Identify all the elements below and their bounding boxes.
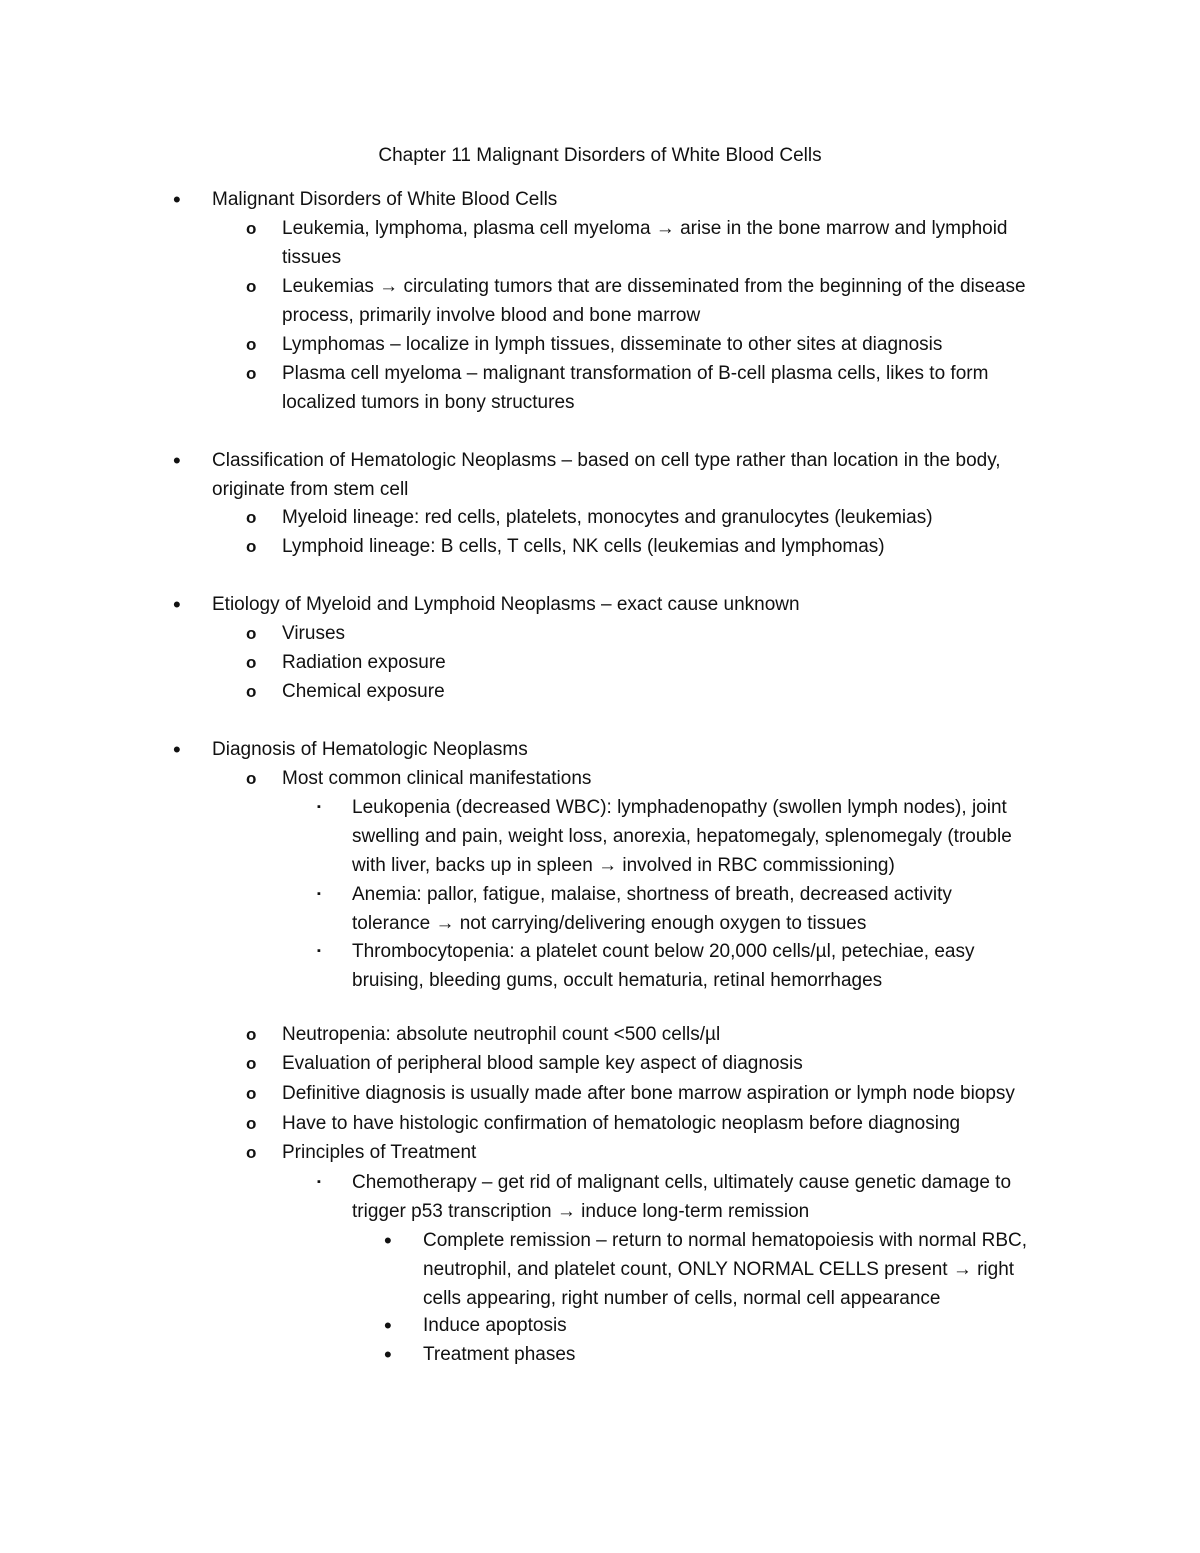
list-item-text: Leukemias → circulating tumors that are disseminated from the beginning of the disease	[282, 276, 1026, 297]
list-item-level-2	[246, 677, 1120, 706]
list-item-level-2	[246, 1049, 1120, 1078]
list-item-level-2	[246, 503, 1120, 532]
list-item-text: Neutropenia: absolute neutrophil count <500 cells/µl	[282, 1024, 721, 1045]
list-item-level-2	[246, 764, 1120, 793]
circle-bullet-marker: o	[246, 1143, 257, 1162]
list-item-text: originate from stem cell	[212, 479, 409, 500]
list-item-text: localized tumors in bony structures	[282, 392, 575, 413]
list-item-text: Classification of Hematologic Neoplasms – based on cell type rather than location in the body,	[212, 450, 1001, 471]
list-item-level-3	[317, 1168, 1120, 1226]
list-item-text: Chemical exposure	[282, 681, 445, 702]
list-item-level-2	[246, 1020, 1120, 1049]
list-item-text: bruising, bleeding gums, occult hematuria, retinal hemorrhages	[352, 970, 883, 991]
list-item-level-2	[246, 1138, 1120, 1167]
list-item-text: Etiology of Myeloid and Lymphoid Neoplasms – exact cause unknown	[212, 594, 800, 615]
list-item-level-1	[173, 590, 1120, 619]
list-item-level-2	[246, 359, 1120, 417]
list-item-level-2	[246, 1079, 1120, 1108]
list-item-text: Complete remission – return to normal hematopoiesis with normal RBC,	[423, 1230, 1028, 1251]
list-item-text: Malignant Disorders of White Blood Cells	[212, 189, 558, 210]
bullet-marker: •	[384, 1313, 392, 1338]
square-bullet-marker: ▪	[317, 1176, 321, 1188]
square-bullet-marker: ▪	[317, 888, 321, 900]
list-item-level-1	[173, 735, 1120, 764]
list-item-text: Plasma cell myeloma – malignant transformation of B-cell plasma cells, likes to form	[282, 363, 989, 384]
circle-bullet-marker: o	[246, 624, 257, 643]
list-item-level-2	[246, 619, 1120, 648]
circle-bullet-marker: o	[246, 364, 257, 383]
list-item-text: Viruses	[282, 623, 346, 644]
list-item-text: Leukopenia (decreased WBC): lymphadenopathy (swollen lymph nodes), joint	[352, 797, 1007, 818]
list-item-text: Chemotherapy – get rid of malignant cells, ultimately cause genetic damage to	[352, 1172, 1012, 1193]
list-item-level-3	[317, 937, 1120, 995]
list-item-level-2	[246, 214, 1120, 272]
list-item-level-3	[317, 880, 1120, 938]
list-item-text: Radiation exposure	[282, 652, 446, 673]
list-item-level-4	[384, 1226, 1120, 1313]
square-bullet-marker: ▪	[317, 945, 321, 957]
circle-bullet-marker: o	[246, 537, 257, 556]
circle-bullet-marker: o	[246, 508, 257, 527]
circle-bullet-marker: o	[246, 277, 257, 296]
list-item-text: Lymphoid lineage: B cells, T cells, NK cells (leukemias and lymphomas)	[282, 536, 885, 557]
list-item-text: Evaluation of peripheral blood sample key aspect of diagnosis	[282, 1053, 803, 1074]
list-item-text: Leukemia, lymphoma, plasma cell myeloma → arise in the bone marrow and lymphoid	[282, 218, 1008, 239]
bullet-marker: •	[173, 448, 181, 473]
list-item-text: Have to have histologic confirmation of hematologic neoplasm before diagnosing	[282, 1113, 961, 1134]
circle-bullet-marker: o	[246, 653, 257, 672]
list-item-text: tolerance → not carrying/delivering enough oxygen to tissues	[352, 913, 867, 934]
circle-bullet-marker: o	[246, 1114, 257, 1133]
circle-bullet-marker: o	[246, 335, 257, 354]
list-item-text: Definitive diagnosis is usually made after bone marrow aspiration or lymph node biopsy	[282, 1083, 1015, 1104]
list-item-text: Treatment phases	[423, 1344, 576, 1365]
circle-bullet-marker: o	[246, 219, 257, 238]
list-item-text: Anemia: pallor, fatigue, malaise, shortness of breath, decreased activity	[352, 884, 952, 905]
list-item-level-3	[317, 793, 1120, 880]
list-item-text: Diagnosis of Hematologic Neoplasms	[212, 739, 528, 760]
bullet-marker: •	[173, 737, 181, 762]
list-item-text: process, primarily involve blood and bone marrow	[282, 305, 701, 326]
list-item-text: tissues	[282, 247, 342, 268]
list-item-level-4	[384, 1311, 1120, 1340]
circle-bullet-marker: o	[246, 1025, 257, 1044]
circle-bullet-marker: o	[246, 1084, 257, 1103]
list-item-text: Lymphomas – localize in lymph tissues, disseminate to other sites at diagnosis	[282, 334, 943, 355]
list-item-level-1	[173, 446, 1120, 504]
list-item-text: trigger p53 transcription → induce long-term remission	[352, 1201, 810, 1222]
bullet-marker: •	[173, 592, 181, 617]
circle-bullet-marker: o	[246, 1054, 257, 1073]
square-bullet-marker: ▪	[317, 801, 321, 813]
page-title: Chapter 11 Malignant Disorders of White Blood Cells	[378, 145, 822, 166]
list-item-level-2	[246, 272, 1120, 330]
list-item-text: neutrophil, and platelet count, ONLY NORMAL CELLS present → right	[423, 1259, 1015, 1280]
list-item-level-1	[173, 185, 1120, 214]
list-item-text: Thrombocytopenia: a platelet count below 20,000 cells/µl, petechiae, easy	[352, 941, 975, 962]
list-item-level-2	[246, 648, 1120, 677]
list-item-level-2	[246, 1109, 1120, 1138]
list-item-text: Myeloid lineage: red cells, platelets, monocytes and granulocytes (leukemias)	[282, 507, 933, 528]
bullet-marker: •	[384, 1342, 392, 1367]
list-item-text: Induce apoptosis	[423, 1315, 567, 1336]
list-item-text: swelling and pain, weight loss, anorexia, hepatomegaly, splenomegaly (trouble	[352, 826, 1012, 847]
list-item-text: with liver, backs up in spleen → involved in RBC commissioning)	[352, 855, 895, 876]
circle-bullet-marker: o	[246, 682, 257, 701]
list-item-level-4	[384, 1340, 1120, 1369]
circle-bullet-marker: o	[246, 769, 257, 788]
bullet-marker: •	[173, 187, 181, 212]
list-item-text: cells appearing, right number of cells, normal cell appearance	[423, 1288, 941, 1309]
list-item-text: Principles of Treatment	[282, 1142, 477, 1163]
list-item-level-2	[246, 330, 1120, 359]
list-item-text: Most common clinical manifestations	[282, 768, 592, 789]
list-item-level-2	[246, 532, 1120, 561]
bullet-marker: •	[384, 1228, 392, 1253]
